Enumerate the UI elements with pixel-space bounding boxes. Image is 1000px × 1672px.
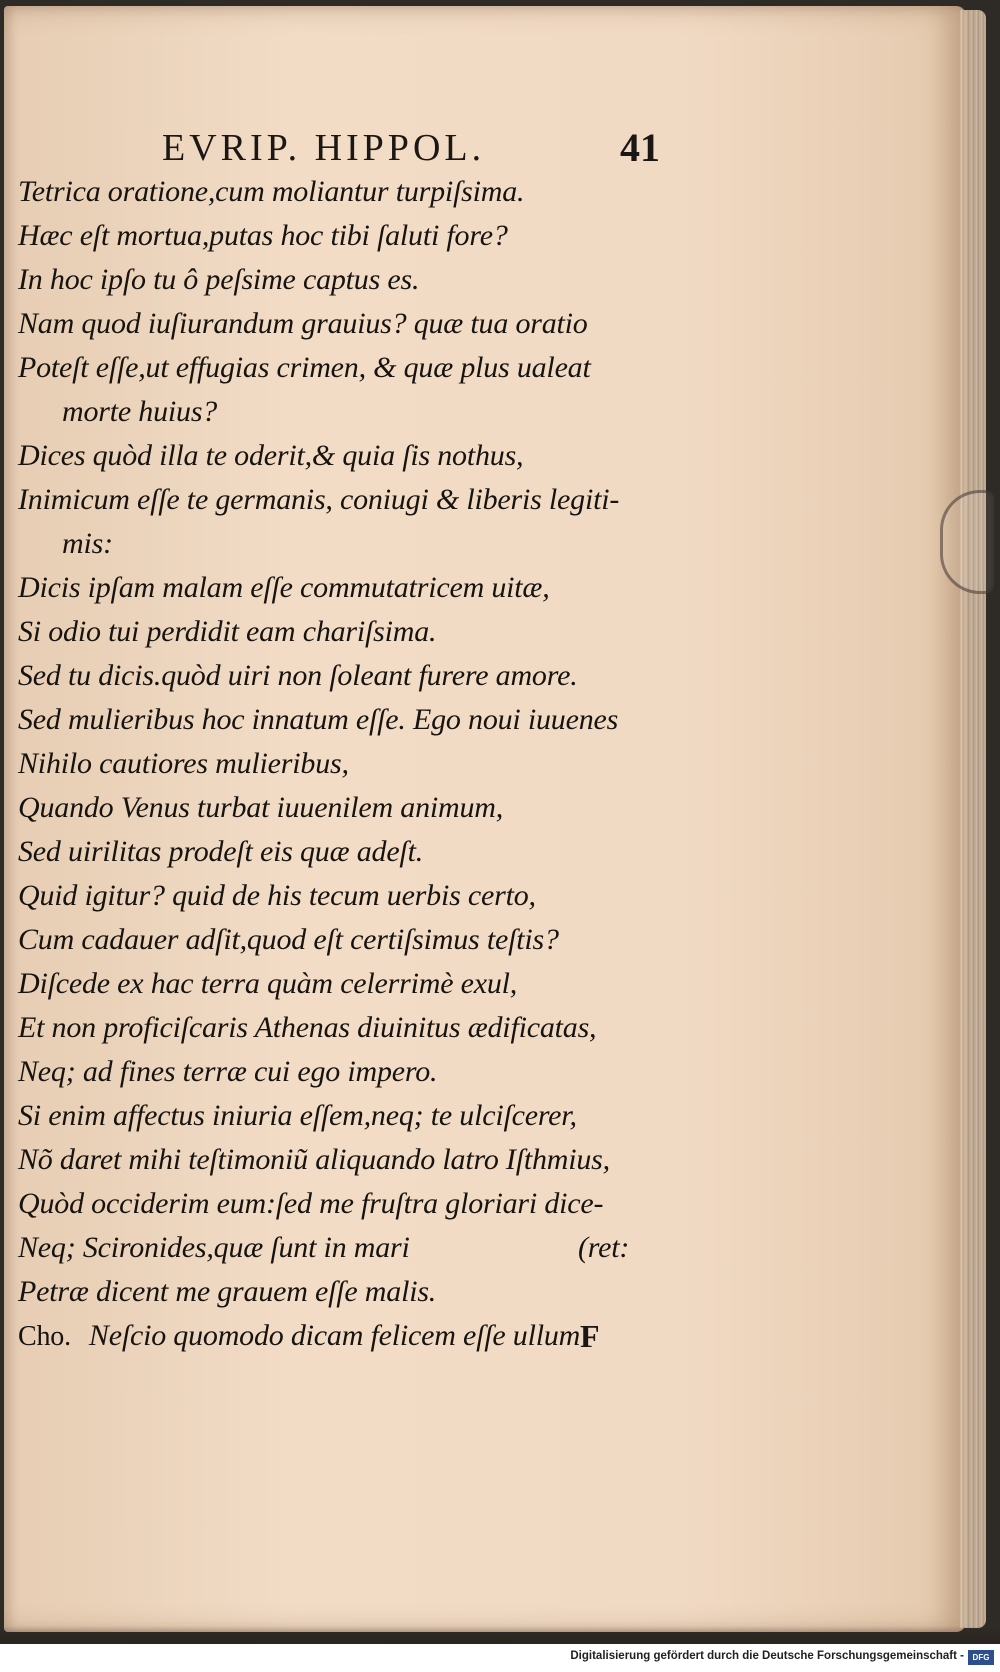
- book-clasp: [940, 490, 994, 594]
- text-line: Neq; ad fines terræ cui ego impero.: [18, 1055, 438, 1088]
- text-line: Si odio tui perdidit eam chariſsima.: [18, 615, 437, 648]
- text-block: [18, 170, 708, 1358]
- folio-number: 41: [620, 125, 660, 170]
- text-line: Diſcede ex hac terra quàm celerrimè exul,: [18, 967, 518, 1000]
- text-line: Nõ daret mihi teſtimoniũ aliquando latro Iſthmius,: [18, 1143, 610, 1176]
- text-line: Sed uirilitas prodeſt eis quæ adeſt.: [18, 835, 424, 868]
- text-line: morte huius?: [62, 395, 218, 428]
- signature-mark: F: [580, 1318, 600, 1354]
- bottom-shadow: [0, 1626, 1000, 1644]
- text-line: Cum cadauer adſit,quod eſt certiſsimus teſtis?: [18, 923, 559, 956]
- text-line: Tetrica oratione,cum moliantur turpiſsima.: [18, 175, 525, 208]
- text-line: Poteſt eſſe,ut effugias crimen, & quæ plus ualeat: [18, 351, 591, 384]
- footer-credit: Digitalisierung gefördert durch die Deutsche Forschungsgemeinschaft -: [570, 1650, 964, 1662]
- text-line: Hæc eſt mortua,putas hoc tibi ſaluti fore?: [18, 219, 508, 252]
- text-line: Neq; Scironides,quæ ſunt in mari (ret:: [18, 1226, 708, 1270]
- text-line: Quando Venus turbat iuuenilem animum,: [18, 791, 504, 824]
- text-line: Inimicum eſſe te germanis, coniugi & liberis legiti-: [18, 483, 620, 516]
- dfg-logo: DFG: [968, 1650, 994, 1665]
- text-line: Et non proficiſcaris Athenas diuinitus ædificatas,: [18, 1011, 597, 1044]
- text-line: In hoc ipſo tu ô peſsime captus es.: [18, 263, 420, 296]
- text-line: Cho. Neſcio quomodo dicam felicem eſſe ullum: [18, 1319, 581, 1352]
- page-edges: [960, 10, 986, 1628]
- text-line: Dicis ipſam malam eſſe commutatricem uitæ,: [18, 571, 550, 604]
- text-line: Sed mulieribus hoc innatum eſſe. Ego noui iuuenes: [18, 703, 619, 736]
- text-line: Sed tu dicis.quòd uiri non ſoleant furere amore.: [18, 659, 578, 692]
- text-line: Quid igitur? quid de his tecum uerbis certo,: [18, 879, 536, 912]
- text-line: Nam quod iuſiurandum grauius? quæ tua oratio: [18, 307, 588, 340]
- speaker-label: Cho.: [18, 1321, 71, 1352]
- text-line: Petræ dicent me grauem eſſe malis.: [18, 1275, 437, 1308]
- carry-over-word: (ret:: [578, 1231, 630, 1264]
- footer: [0, 1644, 1000, 1672]
- text-line: mis:: [62, 527, 113, 560]
- text-line: Nihilo cautiores mulieribus,: [18, 747, 349, 780]
- text-line: Quòd occiderim eum:ſed me fruſtra gloriari dice-: [18, 1187, 604, 1220]
- running-head: EVRIP. HIPPOL.: [162, 127, 486, 169]
- text-line: Dices quòd illa te oderit,& quia ſis nothus,: [18, 439, 524, 472]
- text-line: Si enim affectus iniuria eſſem,neq; te ulciſcerer,: [18, 1099, 577, 1132]
